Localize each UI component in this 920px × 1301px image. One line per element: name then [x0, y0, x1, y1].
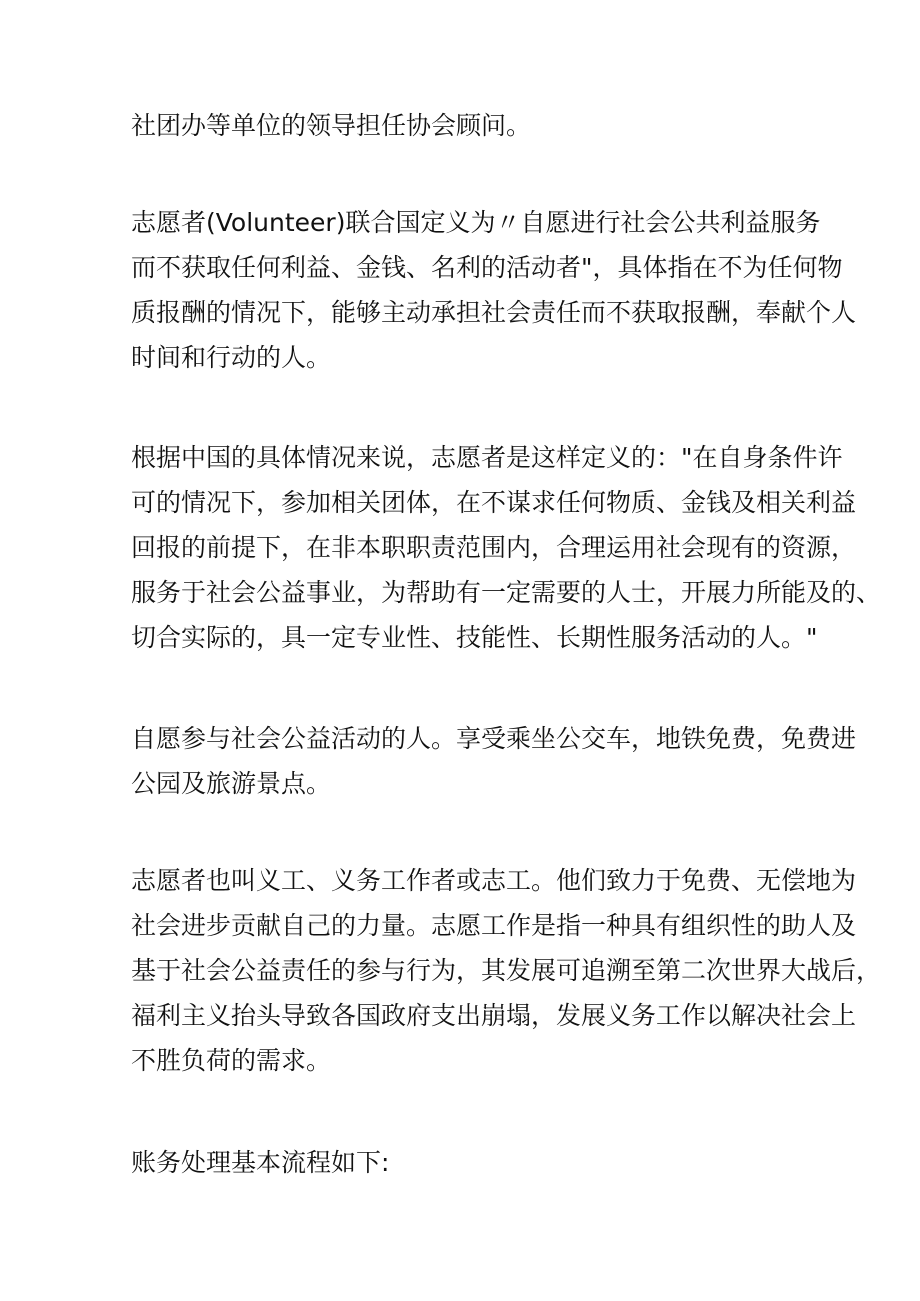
text-line: 志愿者(Volunteer)联合国定义为〃自愿进行社会公共利益服务 — [131, 208, 821, 237]
text-line: 基于社会公益责任的参与行为，其发展可追溯至第二次世界大战后， — [131, 956, 882, 985]
text-line: 社团办等单位的领导担任协会顾问。 — [131, 111, 532, 140]
text-line: 账务处理基本流程如下: — [131, 1148, 390, 1177]
text-line: 时间和行动的人。 — [131, 343, 332, 372]
text-line: 可的情况下，参加相关团体，在不谋求任何物质、金钱及相关利益 — [131, 488, 857, 517]
text-line: 福利主义抬头导致各国政府支出崩塌，发展义务工作以解决社会上 — [131, 1001, 857, 1030]
paragraph-un-definition — [131, 200, 857, 380]
text-line: 切合实际的，具一定专业性、技能性、长期性服务活动的人。" — [131, 623, 818, 652]
text-line: 自愿参与社会公益活动的人。享受乘坐公交车，地铁免费，免费进 — [131, 724, 857, 753]
paragraph-advisor — [131, 103, 811, 148]
paragraph-accounting-heading — [131, 1140, 811, 1185]
paragraph-benefits — [131, 716, 857, 806]
paragraph-volunteer-work — [131, 858, 882, 1083]
text-line: 回报的前提下，在非本职职责范围内，合理运用社会现有的资源， — [131, 533, 857, 562]
paragraph-china-definition — [131, 435, 882, 660]
text-line: 而不获取任何利益、金钱、名利的活动者"，具体指在不为任何物 — [131, 253, 843, 282]
text-line: 公园及旅游景点。 — [131, 769, 332, 798]
text-line: 质报酬的情况下，能够主动承担社会责任而不获取报酬，奉献个人 — [131, 298, 857, 327]
text-line: 服务于社会公益事业，为帮助有一定需要的人士，开展力所能及的、 — [131, 578, 882, 607]
text-line: 不胜负荷的需求。 — [131, 1046, 332, 1075]
text-line: 社会进步贡献自己的力量。志愿工作是指一种具有组织性的助人及 — [131, 911, 857, 940]
text-line: 根据中国的具体情况来说，志愿者是这样定义的："在自身条件许 — [131, 443, 843, 472]
text-line: 志愿者也叫义工、义务工作者或志工。他们致力于免费、无偿地为 — [131, 866, 857, 895]
